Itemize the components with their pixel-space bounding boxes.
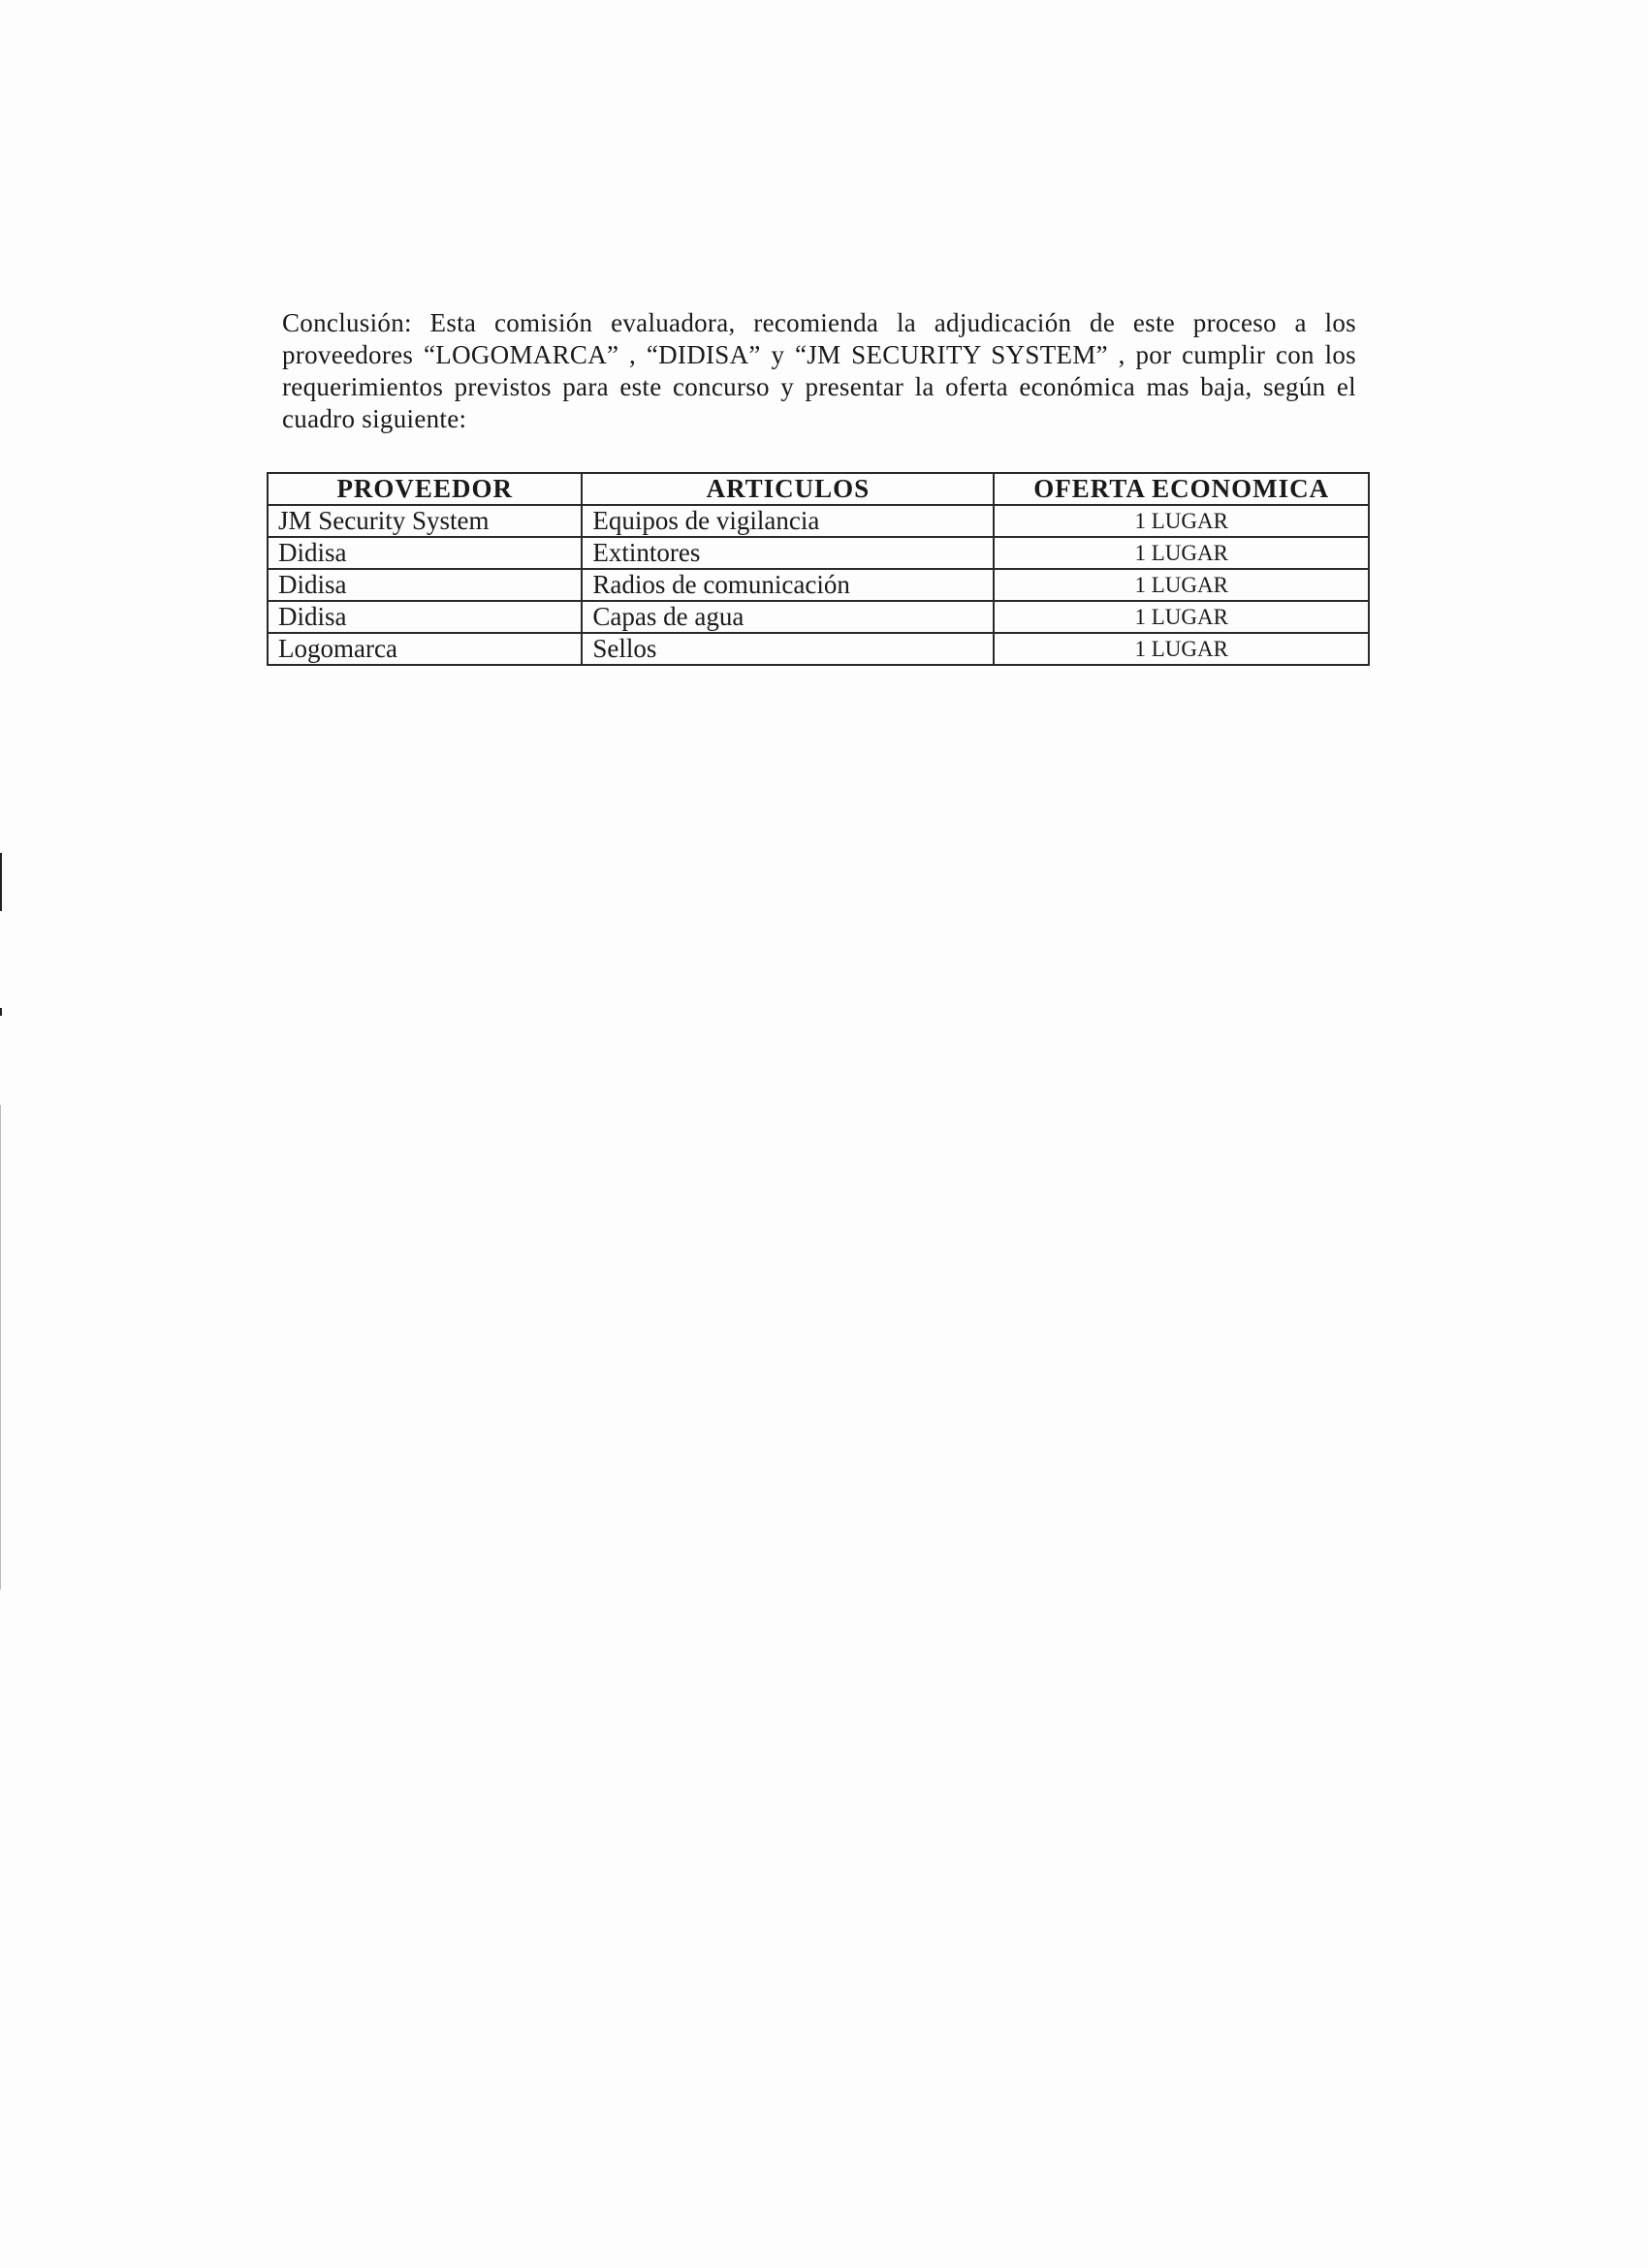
cell-proveedor: JM Security System xyxy=(268,505,582,537)
scan-edge-mark xyxy=(0,853,2,911)
cell-articulos: Extintores xyxy=(582,537,994,569)
header-articulos: ARTICULOS xyxy=(582,473,994,505)
header-proveedor: PROVEEDOR xyxy=(268,473,582,505)
cell-oferta: 1 LUGAR xyxy=(994,601,1369,633)
scan-edge-mark xyxy=(0,1008,2,1016)
table-row xyxy=(268,601,1369,633)
cell-proveedor: Didisa xyxy=(268,569,582,601)
cell-oferta: 1 LUGAR xyxy=(994,569,1369,601)
cell-articulos: Capas de agua xyxy=(582,601,994,633)
cell-proveedor: Didisa xyxy=(268,601,582,633)
conclusion-paragraph: Conclusión: Esta comisión evaluadora, recomienda la adjudicación de este proceso a los proveedores “LOGOMARCA” , “DIDISA” y “JM SECURITY SYSTEM” , por cumplir con los requerimientos previstos para este concurso y presentar la oferta económica mas baja, según el cuadro siguiente: xyxy=(282,308,1356,433)
table-row xyxy=(268,505,1369,537)
scan-edge-mark xyxy=(0,1105,1,1590)
table-row xyxy=(268,633,1369,665)
header-oferta: OFERTA ECONOMICA xyxy=(994,473,1369,505)
cell-oferta: 1 LUGAR xyxy=(994,537,1369,569)
cell-articulos: Radios de comunicación xyxy=(582,569,994,601)
cell-oferta: 1 LUGAR xyxy=(994,633,1369,665)
table-row xyxy=(268,537,1369,569)
cell-articulos: Sellos xyxy=(582,633,994,665)
cell-oferta: 1 LUGAR xyxy=(994,505,1369,537)
cell-articulos: Equipos de vigilancia xyxy=(582,505,994,537)
table-header-row xyxy=(268,473,1369,505)
cell-proveedor: Didisa xyxy=(268,537,582,569)
table-row xyxy=(268,569,1369,601)
cell-proveedor: Logomarca xyxy=(268,633,582,665)
award-table xyxy=(267,472,1370,666)
